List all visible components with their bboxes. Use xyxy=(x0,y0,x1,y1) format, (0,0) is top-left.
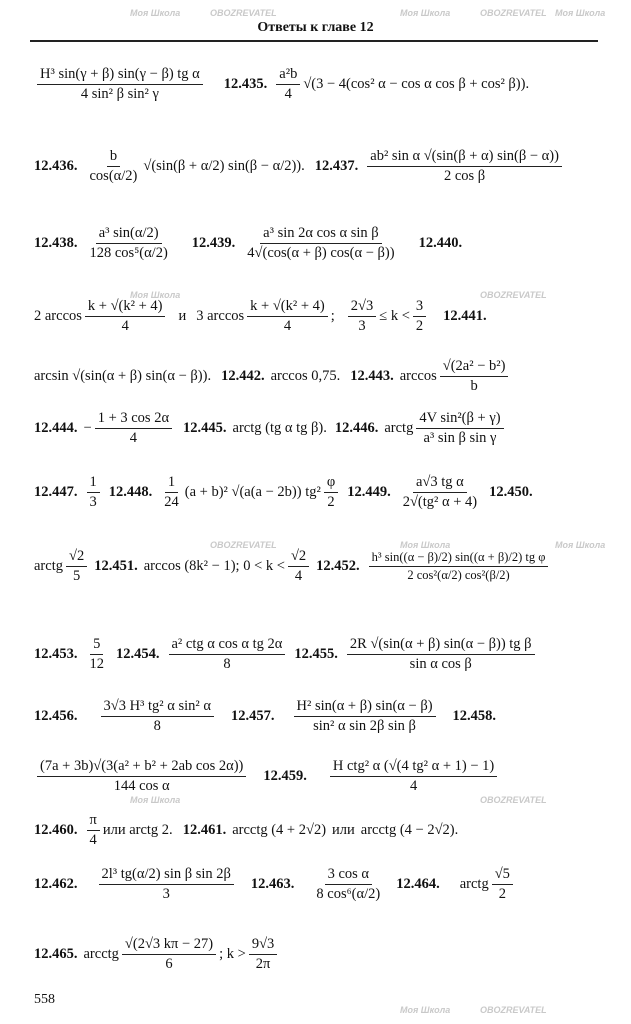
denominator: 2π xyxy=(255,956,271,972)
fraction xyxy=(87,474,100,511)
numerator: 4V sin²(β + γ) xyxy=(416,410,503,429)
expression: ; k > xyxy=(219,946,246,962)
watermark-text: Моя Школа xyxy=(400,8,451,18)
denominator: 4 xyxy=(89,832,97,848)
expression: arcctg xyxy=(83,946,119,962)
fraction xyxy=(87,225,171,262)
fraction xyxy=(244,225,397,262)
denominator: b xyxy=(470,378,478,394)
answer-number: 12.453. xyxy=(34,646,78,662)
numerator: H ctg² α (√(4 tg² α + 1) − 1) xyxy=(330,758,497,777)
numerator: 1 xyxy=(87,474,100,493)
answer-number: 12.447. xyxy=(34,484,78,500)
answer-number: 12.462. xyxy=(34,876,78,892)
numerator: 2√3 xyxy=(348,298,376,317)
answer-number: 12.463. xyxy=(250,876,295,892)
watermark-text: OBOZREVATEL xyxy=(210,8,277,18)
answer-line xyxy=(34,936,600,973)
fraction xyxy=(66,548,87,585)
answer-number: 12.435. xyxy=(223,76,268,92)
numerator: 1 + 3 cos 2α xyxy=(95,410,172,429)
expression: arcctg (4 − 2√2). xyxy=(360,822,459,838)
fraction xyxy=(330,758,497,795)
numerator: 5 xyxy=(90,636,103,655)
numerator: 3√3 H³ tg² α sin² α xyxy=(101,698,215,717)
answer-number: 12.465. xyxy=(34,946,78,962)
expression: − xyxy=(83,420,92,436)
denominator: 2 cos β xyxy=(443,168,486,184)
answer-number: 12.450. xyxy=(489,484,533,500)
expression: √(sin(β + α/2) sin(β − α/2)). xyxy=(143,158,305,174)
page-header: Ответы к главе 12 xyxy=(257,20,374,35)
numerator: 2R √(sin(α + β) sin(α − β)) tg β xyxy=(347,636,535,655)
answer-line xyxy=(34,812,600,849)
numerator: ab² sin α √(sin(β + α) sin(β − α)) xyxy=(367,148,562,167)
fraction xyxy=(492,866,513,903)
fraction xyxy=(416,410,503,447)
answer-number: 12.451. xyxy=(94,558,138,574)
denominator: 3 xyxy=(162,886,170,902)
fraction xyxy=(95,410,172,447)
answer-number: 12.445. xyxy=(183,420,227,436)
watermark-text: OBOZREVATEL xyxy=(480,1005,547,1015)
numerator: 3 cos α xyxy=(325,866,372,885)
denominator: sin² α sin 2β sin β xyxy=(313,718,416,734)
numerator: a³ sin(α/2) xyxy=(96,225,162,244)
answer-number: 12.461. xyxy=(182,822,227,838)
answer-number: 12.440. xyxy=(418,235,463,251)
denominator: 4 sin² β sin² γ xyxy=(80,86,159,102)
fraction xyxy=(369,550,549,583)
expression: (a + b)² √(a(a − 2b)) tg² xyxy=(184,484,321,500)
answer-number: 12.446. xyxy=(334,420,379,436)
denominator: 2 xyxy=(327,494,335,510)
denominator: 4 xyxy=(294,568,303,584)
answer-line xyxy=(34,636,600,673)
watermark-text: Моя Школа xyxy=(400,1005,451,1015)
fraction xyxy=(276,66,300,103)
answer-line xyxy=(34,698,600,735)
watermark-text: OBOZREVATEL xyxy=(480,795,547,805)
expression: arctg (tg α tg β). xyxy=(232,420,327,436)
numerator: π xyxy=(87,812,100,831)
denominator: 24 xyxy=(164,494,179,510)
answer-line xyxy=(34,225,600,262)
fraction xyxy=(169,636,286,673)
denominator: 128 cos⁵(α/2) xyxy=(89,245,168,261)
fraction xyxy=(440,358,509,395)
answer-number: 12.460. xyxy=(34,822,78,838)
numerator: 1 xyxy=(165,474,178,493)
numerator: 3 xyxy=(413,298,426,317)
fraction xyxy=(122,936,216,973)
denominator: 8 xyxy=(153,718,161,734)
answer-line xyxy=(34,148,600,185)
answer-number: 12.458. xyxy=(452,708,497,724)
answer-number: 12.441. xyxy=(443,308,487,324)
answer-line xyxy=(34,474,600,511)
answer-line xyxy=(34,758,600,795)
expression: arcsin √(sin(α + β) sin(α − β)). xyxy=(34,368,212,384)
watermark-text: OBOZREVATEL xyxy=(210,540,277,550)
denominator: a³ sin β sin γ xyxy=(423,430,497,446)
answer-number: 12.444. xyxy=(34,420,78,436)
fraction xyxy=(294,698,436,735)
expression: arccos (8k² − 1); 0 < k < xyxy=(143,558,285,574)
denominator: 12 xyxy=(89,656,104,672)
fraction xyxy=(400,474,480,511)
fraction xyxy=(313,866,383,903)
answer-number: 12.454. xyxy=(116,646,160,662)
watermark-text: Моя Школа xyxy=(555,8,606,18)
numerator: H² sin(α + β) sin(α − β) xyxy=(294,698,436,717)
answer-number: 12.464. xyxy=(396,876,440,892)
answer-number: 12.436. xyxy=(34,158,78,174)
denominator: 4 xyxy=(121,318,129,334)
numerator: (7a + 3b)√(3(a² + b² + 2ab cos 2α)) xyxy=(37,758,246,777)
numerator: h³ sin((α − β)/2) sin((α + β)/2) tg φ xyxy=(369,550,549,567)
numerator: k + √(k² + 4) xyxy=(247,298,328,317)
denominator: 5 xyxy=(72,568,81,584)
expression: arctg xyxy=(34,558,63,574)
expression: arctg xyxy=(459,876,489,892)
denominator: 4√(cos(α + β) cos(α − β)) xyxy=(247,245,395,261)
fraction xyxy=(247,298,328,335)
answer-line xyxy=(34,66,600,103)
denominator: 3 xyxy=(358,318,366,334)
answer-number: 12.459. xyxy=(263,768,307,784)
answer-number: 12.443. xyxy=(350,368,394,384)
denominator: 2√(tg² α + 4) xyxy=(402,494,478,510)
denominator: cos(α/2) xyxy=(89,168,138,184)
denominator: 4 xyxy=(284,86,292,102)
fraction xyxy=(324,474,338,511)
denominator: 144 cos α xyxy=(113,778,170,794)
watermark-text: Моя Школа xyxy=(130,290,181,300)
fraction xyxy=(249,936,277,973)
fraction xyxy=(288,548,309,585)
denominator: 4 xyxy=(409,778,418,794)
answer-line xyxy=(34,548,600,585)
expression: arcctg (4 + 2√2) xyxy=(232,822,327,838)
numerator: b xyxy=(107,148,120,167)
numerator: √(2a² − b²) xyxy=(440,358,509,377)
denominator: 2 xyxy=(498,886,506,902)
expression: 3 arccos xyxy=(196,308,245,324)
numerator: 2l³ tg(α/2) sin β sin 2β xyxy=(99,866,234,885)
expression: или arctg 2. xyxy=(102,822,173,838)
conjunction: и xyxy=(178,308,187,324)
numerator: √2 xyxy=(66,548,87,567)
answer-number: 12.456. xyxy=(34,708,78,724)
expression: arctg xyxy=(384,420,414,436)
fraction xyxy=(367,148,562,185)
denominator: 6 xyxy=(165,956,173,972)
denominator: 2 xyxy=(415,318,424,334)
numerator: a³ sin 2α cos α sin β xyxy=(260,225,382,244)
fraction xyxy=(37,66,203,103)
answer-number: 12.438. xyxy=(34,235,78,251)
fraction xyxy=(101,698,215,735)
fraction xyxy=(37,758,246,795)
expression: √(3 − 4(cos² α − cos α cos β + cos² β)). xyxy=(303,76,530,92)
numerator: 9√3 xyxy=(249,936,277,955)
fraction xyxy=(99,866,234,903)
watermark-text: Моя Школа xyxy=(555,540,606,550)
answer-number: 12.439. xyxy=(191,235,236,251)
denominator: 4 xyxy=(129,430,137,446)
fraction xyxy=(347,636,535,673)
denominator: 8 xyxy=(223,656,231,672)
answer-line xyxy=(34,298,600,335)
expression: ≤ k < xyxy=(379,308,410,324)
fraction xyxy=(413,298,426,335)
watermark-text: Моя Школа xyxy=(400,540,451,550)
answer-number: 12.448. xyxy=(108,484,153,500)
numerator: φ xyxy=(324,474,338,493)
numerator: √(2√3 kπ − 27) xyxy=(122,936,216,955)
answer-line xyxy=(34,866,600,903)
fraction xyxy=(87,636,108,673)
denominator: 3 xyxy=(89,494,97,510)
expression: arccos xyxy=(399,368,437,384)
denominator: 8 cos⁶(α/2) xyxy=(316,886,381,902)
fraction xyxy=(87,148,141,185)
numerator: √2 xyxy=(288,548,309,567)
answer-number: 12.455. xyxy=(294,646,338,662)
expression: 2 arccos xyxy=(34,308,82,324)
numerator: √5 xyxy=(492,866,513,885)
numerator: a√3 tg α xyxy=(413,474,467,493)
conjunction: или xyxy=(332,822,355,838)
denominator: 4 xyxy=(283,318,292,334)
numerator: a² ctg α cos α tg 2α xyxy=(169,636,286,655)
header-rule xyxy=(30,40,598,42)
answer-number: 12.449. xyxy=(347,484,391,500)
answer-number: 12.437. xyxy=(314,158,359,174)
fraction xyxy=(85,298,166,335)
expression: ; xyxy=(330,308,335,324)
watermark-text: OBOZREVATEL xyxy=(480,8,547,18)
watermark-text: Моя Школа xyxy=(130,8,181,18)
denominator: 2 cos²(α/2) cos²(β/2) xyxy=(407,568,510,582)
watermark-text: OBOZREVATEL xyxy=(480,290,547,300)
numerator: k + √(k² + 4) xyxy=(85,298,166,317)
answer-number: 12.452. xyxy=(316,558,360,574)
answer-line xyxy=(34,358,600,395)
numerator: a²b xyxy=(276,66,300,85)
answer-line xyxy=(34,410,600,447)
expression: arccos 0,75. xyxy=(270,368,341,384)
fraction xyxy=(348,298,376,335)
fraction xyxy=(87,812,100,849)
fraction xyxy=(161,474,182,511)
answer-number: 12.457. xyxy=(231,708,275,724)
denominator: sin α cos β xyxy=(409,656,472,672)
answer-number: 12.442. xyxy=(221,368,265,384)
page-number: 558 xyxy=(34,992,55,1007)
watermark-text: Моя Школа xyxy=(130,795,181,805)
numerator: H³ sin(γ + β) sin(γ − β) tg α xyxy=(37,66,203,85)
